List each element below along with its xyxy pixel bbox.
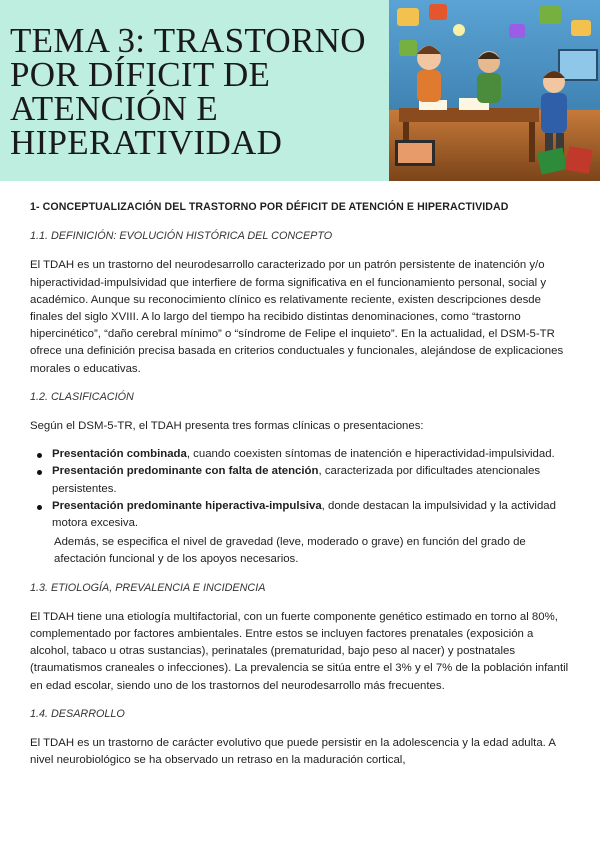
- title-line-4: HIPERATIVIDAD: [10, 123, 283, 162]
- list-item-text: , caracterizada por dificultades atencionales persistentes.: [52, 465, 541, 495]
- list-item: [52, 463, 575, 497]
- list-item-bold: Presentación predominante con falta de atención: [52, 465, 319, 478]
- presentation-list: [30, 446, 575, 532]
- subsection-1-1-paragraph: El TDAH es un trastorno del neurodesarrollo caracterizado por un patrón persistente de inatención y/o hiperactividad-impulsividad que interfiere de forma significativa en el funcionamiento personal, social y académico. Aunque su reconocimiento clínico es relativamente reciente, existen descripciones desde finales del siglo XVIII. A lo largo del tiempo ha recibido distintas denominaciones, como “trastorno hipercinético”, “daño cerebral mínimo” o “síndrome de Felipe el inquieto”. En la actualidad, el DSM-5-TR ofrece una definición precisa basada en criterios conductuales y funcionales, alejándose de explicaciones morales o educativas.: [30, 259, 564, 375]
- page-title: [10, 21, 390, 162]
- subsection-1-3-paragraph: El TDAH tiene una etiología multifactorial, con un fuerte componente genético estimado en torno al 80%, complementado por factores ambientales. Entre estos se incluyen factores prenatales (exposición a alcohol, tabaco u otras sustancias), perinatales (prematuridad, bajo peso al nacer) y postnatales (traumatismos craneales o infecciones). La prevalencia se sitúa entre el 3% y el 7% de la población infantil en edad escolar, siendo uno de los trastornos del neurodesarrollo más frecuentes.: [30, 610, 569, 692]
- list-item: [52, 446, 575, 463]
- title-line-2: POR DÍFICIT DE: [10, 55, 271, 94]
- title-line-1: TEMA 3: TRASTORNO: [10, 21, 366, 60]
- document-body: [30, 199, 575, 780]
- list-item-bold: Presentación combinada: [52, 448, 187, 461]
- subsection-1-3-heading: 1.3. ETIOLOGÍA, PREVALENCIA E INCIDENCIA: [30, 581, 266, 594]
- list-item-text: , cuando coexisten síntomas de inatención e hiperactividad-impulsividad.: [186, 448, 555, 461]
- severity-note: Además, se especifica el nivel de gravedad (leve, moderado o grave) en función del grado de afectación funcional y de los apoyos necesarios.: [54, 536, 526, 566]
- subsection-1-2-heading: 1.2. CLASIFICACIÓN: [30, 390, 134, 403]
- list-item-text: , donde destacan la impulsividad y la actividad motora excesiva.: [52, 499, 556, 530]
- subsection-1-2-intro: Según el DSM-5-TR, el TDAH presenta tres formas clínicas o presentaciones:: [30, 420, 424, 433]
- subsection-1-4-paragraph: El TDAH es un trastorno de carácter evolutivo que puede persistir en la adolescencia y la edad adulta. A nivel neurobiológico se ha observado un retraso en la maduración cortical,: [30, 737, 556, 767]
- title-line-3: ATENCIÓN E: [10, 89, 219, 128]
- subsection-1-1-heading: 1.1. DEFINICIÓN: EVOLUCIÓN HISTÓRICA DEL CONCEPTO: [30, 230, 333, 243]
- subsection-1-4-heading: 1.4. DESARROLLO: [30, 707, 125, 720]
- list-item-bold: Presentación predominante hiperactiva-impulsiva: [52, 499, 322, 512]
- children-classroom-image: [389, 0, 600, 181]
- section-1-title: 1- CONCEPTUALIZACIÓN DEL TRASTORNO POR DÉFICIT DE ATENCIÓN E HIPERACTIVIDAD: [30, 201, 509, 213]
- classroom-illustration: [389, 0, 600, 181]
- list-item: [52, 498, 575, 532]
